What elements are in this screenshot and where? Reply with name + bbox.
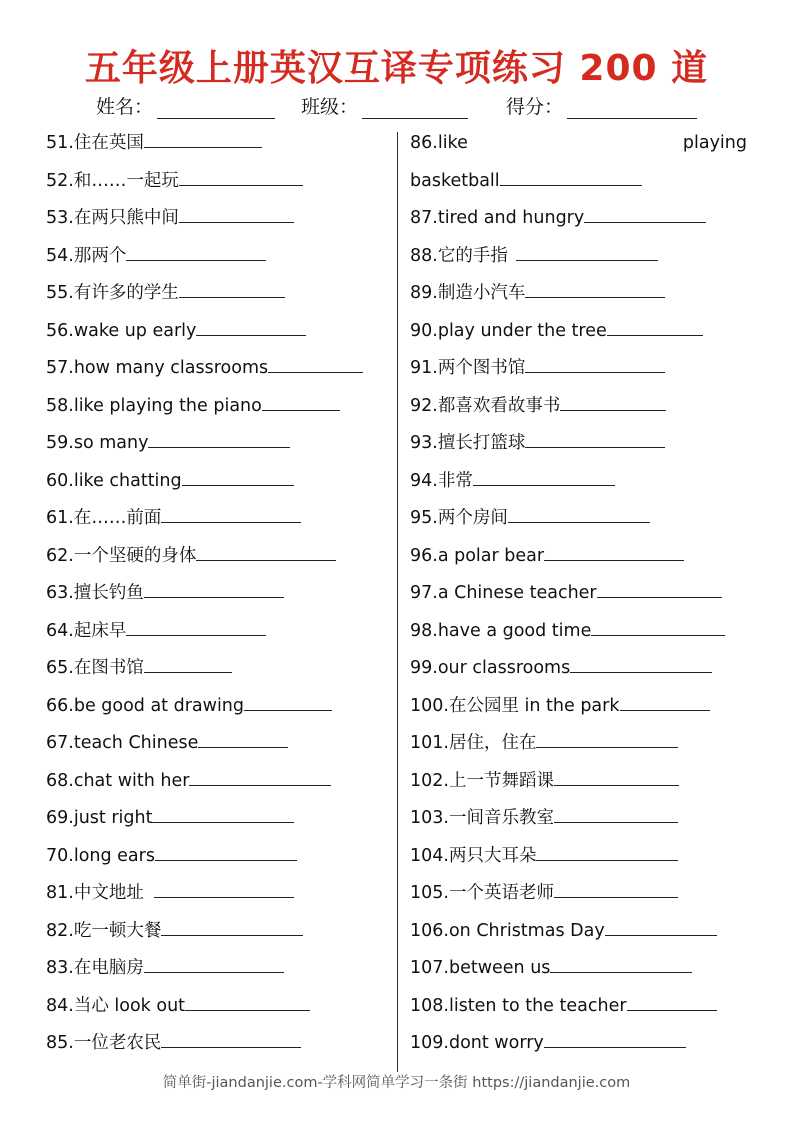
answer-blank[interactable] (544, 1029, 686, 1048)
answer-blank[interactable] (144, 579, 284, 598)
list-item (410, 728, 755, 766)
answer-blank[interactable] (196, 542, 336, 561)
item-text: 90.play under the tree (410, 320, 607, 341)
name-field[interactable] (96, 92, 275, 119)
list-item (410, 203, 755, 241)
item-text: 83.在电脑房 (46, 958, 144, 978)
item-text: 68.chat with her (46, 770, 190, 791)
list-item (410, 466, 755, 504)
list-item (410, 541, 755, 579)
item-text: 95.两个房间 (410, 508, 508, 528)
score-blank[interactable] (567, 98, 697, 119)
answer-blank[interactable] (155, 842, 297, 861)
item-text: 84.当心 look out (46, 995, 186, 1016)
item-text: 100.在公园里 in the park (410, 695, 620, 716)
answer-blank[interactable] (536, 842, 678, 861)
list-item (46, 616, 391, 654)
list-item (46, 1028, 391, 1066)
answer-blank[interactable] (554, 879, 678, 898)
item-text: 60.like chatting (46, 470, 182, 491)
item-text: 54.那两个 (46, 245, 127, 266)
class-field[interactable] (301, 92, 468, 119)
page-footer: 简单街-jiandanjie.com-学科网简单学习一条街 https://jiandanjie.com (162, 1075, 631, 1091)
item-text: 64.起床早 (46, 620, 127, 641)
answer-blank[interactable] (126, 242, 266, 261)
item-text: 52.和……一起玩 (46, 170, 179, 191)
answer-blank[interactable] (605, 917, 717, 936)
item-text: 96.a polar bear (410, 545, 545, 566)
list-item (46, 316, 391, 354)
answer-blank[interactable] (554, 804, 678, 823)
answer-blank[interactable] (536, 729, 678, 748)
list-item (46, 428, 391, 466)
list-item (46, 916, 391, 954)
answer-blank[interactable] (620, 692, 710, 711)
list-item (46, 953, 391, 991)
list-item (46, 166, 391, 204)
item-text: 62.一个坚硬的身体 (46, 545, 197, 566)
answer-blank[interactable] (597, 579, 722, 598)
student-info-row (96, 92, 736, 118)
item-text: 67.teach Chinese (46, 733, 199, 753)
item-text: 53.在两只熊中间 (46, 208, 179, 228)
list-item (46, 241, 391, 279)
answer-blank[interactable] (508, 504, 650, 523)
list-item (410, 616, 755, 654)
item-text: 58.like playing the piano (46, 395, 262, 416)
answer-blank[interactable] (570, 654, 712, 673)
item-text: 93.擅长打篮球 (410, 433, 526, 453)
list-item (46, 541, 391, 579)
answer-blank[interactable] (584, 204, 706, 223)
answer-blank[interactable] (262, 392, 340, 411)
item-text: 69.just right (46, 808, 153, 828)
answer-blank[interactable] (591, 617, 725, 636)
list-item (410, 691, 755, 729)
answer-blank[interactable] (148, 429, 290, 448)
answer-blank[interactable] (525, 354, 665, 373)
list-item (46, 578, 391, 616)
answer-blank[interactable] (161, 504, 301, 523)
item-text: 63.擅长钓鱼 (46, 583, 144, 603)
list-item (410, 653, 755, 691)
answer-blank[interactable] (500, 167, 642, 186)
list-item (410, 841, 755, 879)
answer-blank[interactable] (152, 804, 294, 823)
name-blank[interactable] (157, 98, 275, 119)
item-text: 55.有许多的学生 (46, 283, 179, 303)
item-text: 106.on Christmas Day (410, 920, 605, 941)
list-item (410, 316, 755, 354)
item-text: 92.都喜欢看故事书 (410, 395, 561, 416)
item-text: 105.一个英语老师 (410, 883, 554, 903)
item-text: 82.吃一顿大餐 (46, 920, 162, 941)
list-item (410, 503, 755, 541)
left-column (46, 128, 391, 1066)
list-item (410, 353, 755, 391)
page-title: 五年级上册英汉互译专项练习 200 道 (84, 48, 709, 89)
list-item (46, 691, 391, 729)
answer-blank[interactable] (144, 954, 284, 973)
list-item (410, 278, 755, 316)
answer-blank[interactable] (516, 242, 658, 261)
answer-blank[interactable] (607, 317, 703, 336)
list-item (410, 953, 755, 991)
answer-blank[interactable] (473, 467, 615, 486)
answer-blank[interactable] (179, 204, 294, 223)
answer-blank[interactable] (544, 542, 684, 561)
item-text: 97.a Chinese teacher (410, 583, 597, 603)
list-item (46, 203, 391, 241)
name-label: 姓名： (96, 96, 154, 118)
list-item (410, 766, 755, 804)
item-text: 101.居住，住在 (410, 733, 537, 753)
item-text: 87.tired and hungry (410, 208, 585, 228)
answer-blank[interactable] (144, 129, 262, 148)
item-text: 108.listen to the teacher (410, 995, 627, 1016)
list-item (46, 728, 391, 766)
item-text: 57.how many classrooms (46, 358, 269, 378)
item-text: 61.在……前面 (46, 508, 162, 528)
list-item (410, 578, 755, 616)
list-item (46, 653, 391, 691)
item-text: 98.have a good time (410, 620, 592, 641)
list-item (46, 803, 391, 841)
answer-blank[interactable] (179, 279, 285, 298)
list-item (46, 466, 391, 504)
item-text: 51.住在英国 (46, 133, 144, 153)
answer-blank[interactable] (144, 654, 232, 673)
list-item (410, 803, 755, 841)
answer-blank[interactable] (196, 317, 306, 336)
answer-blank[interactable] (525, 429, 665, 448)
item-text: 86.like (410, 133, 468, 153)
answer-blank[interactable] (161, 917, 303, 936)
item-text: 91.两个图书馆 (410, 358, 526, 378)
list-item (46, 353, 391, 391)
list-item (410, 1028, 755, 1066)
list-item (410, 878, 755, 916)
list-item (410, 128, 755, 166)
list-item (46, 991, 391, 1029)
answer-blank[interactable] (185, 992, 310, 1011)
answer-blank[interactable] (154, 879, 294, 898)
list-item (410, 916, 755, 954)
item-text: 65.在图书馆 (46, 658, 144, 678)
answer-blank[interactable] (182, 467, 294, 486)
list-item (46, 878, 391, 916)
class-blank[interactable] (362, 98, 468, 119)
item-text: 56.wake up early (46, 320, 197, 341)
item-text: 99.our classrooms (410, 658, 571, 678)
list-item (410, 391, 755, 429)
right-column (410, 128, 755, 1066)
item-text: 85.一位老农民 (46, 1033, 162, 1053)
answer-blank[interactable] (189, 767, 331, 786)
list-item (46, 503, 391, 541)
answer-blank[interactable] (554, 767, 679, 786)
list-item (410, 428, 755, 466)
answer-blank[interactable] (126, 617, 266, 636)
list-item (46, 391, 391, 429)
answer-blank[interactable] (244, 692, 332, 711)
item-text: 107.between us (410, 958, 551, 978)
answer-blank[interactable] (161, 1029, 301, 1048)
item-text: 109.dont worry (410, 1033, 544, 1053)
item-text: 81.中文地址 (46, 883, 144, 903)
item-text: 89.制造小汽车 (410, 283, 526, 303)
list-item (46, 841, 391, 879)
answer-blank[interactable] (627, 992, 717, 1011)
answer-blank[interactable] (525, 279, 665, 298)
item-text: basketball (410, 170, 500, 191)
answer-blank[interactable] (550, 954, 692, 973)
item-text: 70.long ears (46, 845, 155, 866)
answer-blank[interactable] (179, 167, 303, 186)
class-label: 班级： (301, 96, 359, 118)
item-text: 59.so many (46, 433, 149, 453)
column-divider (397, 132, 398, 1072)
item-text-continued: playing (682, 133, 747, 153)
list-item (46, 128, 391, 166)
item-text: 88.它的手指 (410, 245, 508, 266)
list-item-continued (410, 166, 755, 204)
answer-blank[interactable] (268, 354, 363, 373)
list-item (46, 766, 391, 804)
item-text: 104.两只大耳朵 (410, 845, 537, 866)
list-item (46, 278, 391, 316)
list-item (410, 241, 755, 279)
list-item (410, 991, 755, 1029)
answer-blank[interactable] (560, 392, 666, 411)
answer-blank[interactable] (198, 729, 288, 748)
score-field[interactable] (506, 92, 697, 119)
item-text: 103.一间音乐教室 (410, 808, 554, 828)
item-text: 66.be good at drawing (46, 695, 245, 716)
item-text: 102.上一节舞蹈课 (410, 770, 554, 791)
item-text: 94.非常 (410, 470, 473, 491)
score-label: 得分： (506, 96, 564, 118)
